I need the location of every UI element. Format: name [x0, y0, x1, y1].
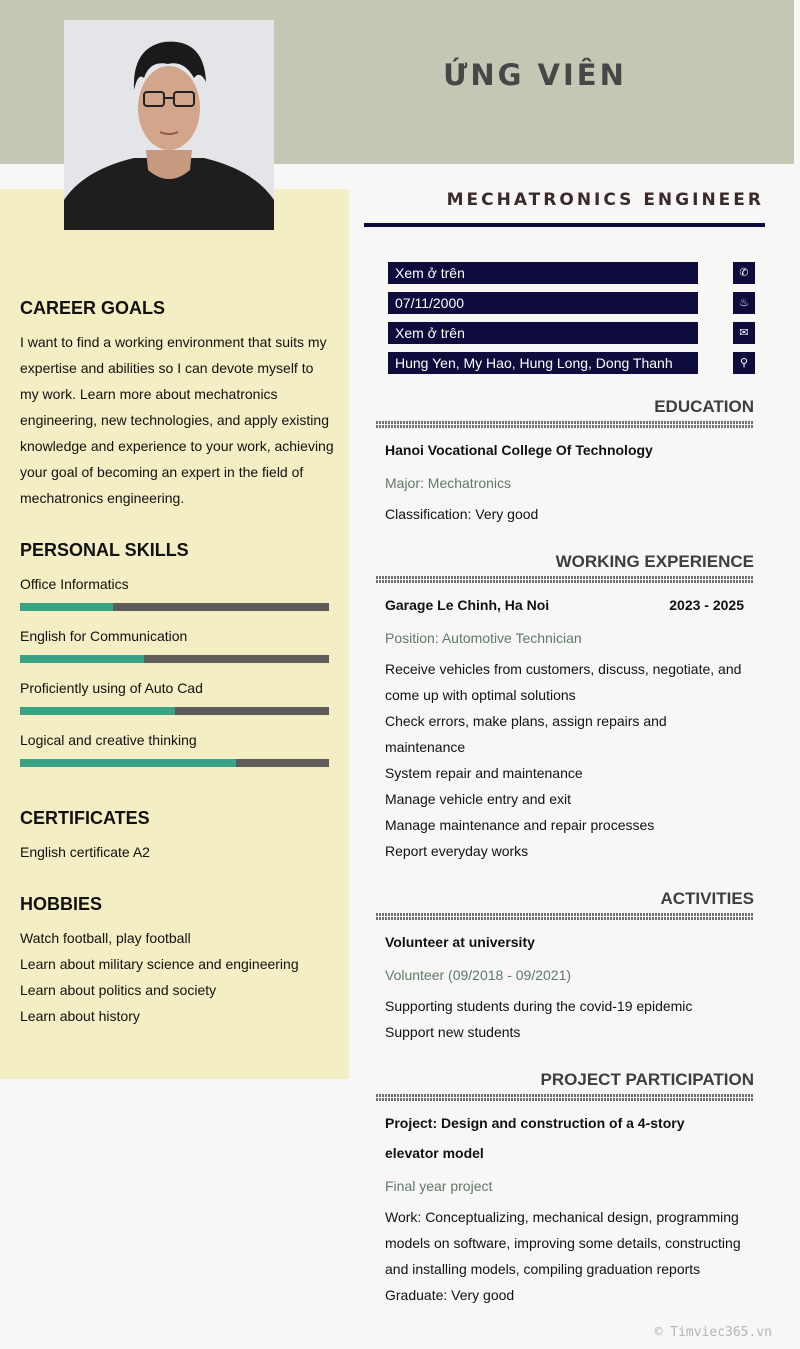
hobby-item: Learn about military science and engineering: [20, 956, 299, 972]
section-divider: [376, 1094, 754, 1101]
activity-name: Volunteer at university: [385, 934, 535, 950]
skill-label: Proficiently using of Auto Cad: [20, 680, 203, 696]
experience-duty: Manage maintenance and repair processes: [385, 817, 655, 833]
education-school: Hanoi Vocational College Of Technology: [385, 442, 653, 458]
projects-title: PROJECT PARTICIPATION: [540, 1070, 754, 1089]
hobby-item: Watch football, play football: [20, 930, 191, 946]
skill-bar: [20, 707, 329, 715]
birthday-cake-icon: ♨: [733, 292, 755, 314]
career-goals-text: I want to find a working environment that suits my expertise and abilities so I can devote myself to my work. Learn more about mechatronics engineering, new technologies, and apply existing knowledge and experience to your work, achieving your goal of becoming an expert in the field of mechatronics engineering.: [20, 334, 334, 506]
email-icon: ✉: [733, 322, 755, 344]
experience-duty: Report everyday works: [385, 843, 529, 859]
experience-duty: Check errors, make plans, assign repairs and maintenance: [385, 713, 667, 755]
hobbies-title: HOBBIES: [20, 894, 103, 914]
skill-level-fill: [20, 655, 144, 663]
contact-value: Xem ở trên: [388, 322, 698, 344]
watermark: © Timviec365.vn: [654, 1325, 772, 1340]
skill-level-fill: [20, 759, 236, 767]
education-classification: Classification: Very good: [385, 506, 539, 522]
candidate-name: ỨNG VIÊN: [443, 58, 627, 92]
skill-level-fill: [20, 707, 175, 715]
skill-label: Office Informatics: [20, 576, 129, 592]
contact-value: Xem ở trên: [388, 262, 698, 284]
profile-photo: [64, 20, 274, 230]
contact-value: Hung Yen, My Hao, Hung Long, Dong Thanh: [388, 352, 698, 374]
section-divider: [376, 576, 754, 583]
skill-label: Logical and creative thinking: [20, 732, 197, 748]
education-title: EDUCATION: [654, 397, 754, 416]
skill-label: English for Communication: [20, 628, 188, 644]
skill-bar: [20, 603, 329, 611]
experience-title: WORKING EXPERIENCE: [555, 552, 754, 571]
experience-period: 2023 - 2025: [669, 597, 744, 613]
certificate-item: English certificate A2: [20, 844, 150, 860]
experience-position: Position: Automotive Technician: [385, 630, 582, 646]
activity-item: Support new students: [385, 1024, 521, 1040]
activity-role: Volunteer (09/2018 - 09/2021): [385, 967, 572, 983]
project-graduate: Graduate: Very good: [385, 1287, 515, 1303]
certificates-title: CERTIFICATES: [20, 808, 150, 828]
experience-company: Garage Le Chinh, Ha Noi: [385, 597, 550, 613]
skill-bar: [20, 655, 329, 663]
job-title: MECHATRONICS ENGINEER: [446, 190, 764, 210]
project-work: Work: Conceptualizing, mechanical design, programming models on software, improving some details, constructing and installing models, compiling graduation reports: [385, 1209, 741, 1277]
experience-duty: Manage vehicle entry and exit: [385, 791, 571, 807]
hobby-item: Learn about history: [20, 1008, 140, 1024]
section-divider: [376, 913, 754, 920]
experience-duty: System repair and maintenance: [385, 765, 583, 781]
page-edge: [794, 0, 800, 1349]
skill-bar: [20, 759, 329, 767]
person-portrait-image: [64, 20, 274, 230]
career-goals-title: CAREER GOALS: [20, 298, 166, 318]
education-major: Major: Mechatronics: [385, 475, 512, 491]
activity-item: Supporting students during the covid-19 epidemic: [385, 998, 693, 1014]
experience-duty: Receive vehicles from customers, discuss, negotiate, and come up with optimal solutions: [385, 661, 742, 703]
project-type: Final year project: [385, 1178, 493, 1194]
project-name: Project: Design and construction of a 4-story elevator model: [385, 1115, 685, 1161]
personal-skills-title: PERSONAL SKILLS: [20, 540, 189, 560]
phone-icon: ✆: [733, 262, 755, 284]
job-title-divider: [364, 223, 765, 227]
skill-level-fill: [20, 603, 113, 611]
contact-value: 07/11/2000: [388, 292, 698, 314]
location-pin-icon: ⚲: [733, 352, 755, 374]
activities-title: ACTIVITIES: [660, 889, 754, 908]
section-divider: [376, 421, 754, 428]
hobby-item: Learn about politics and society: [20, 982, 217, 998]
